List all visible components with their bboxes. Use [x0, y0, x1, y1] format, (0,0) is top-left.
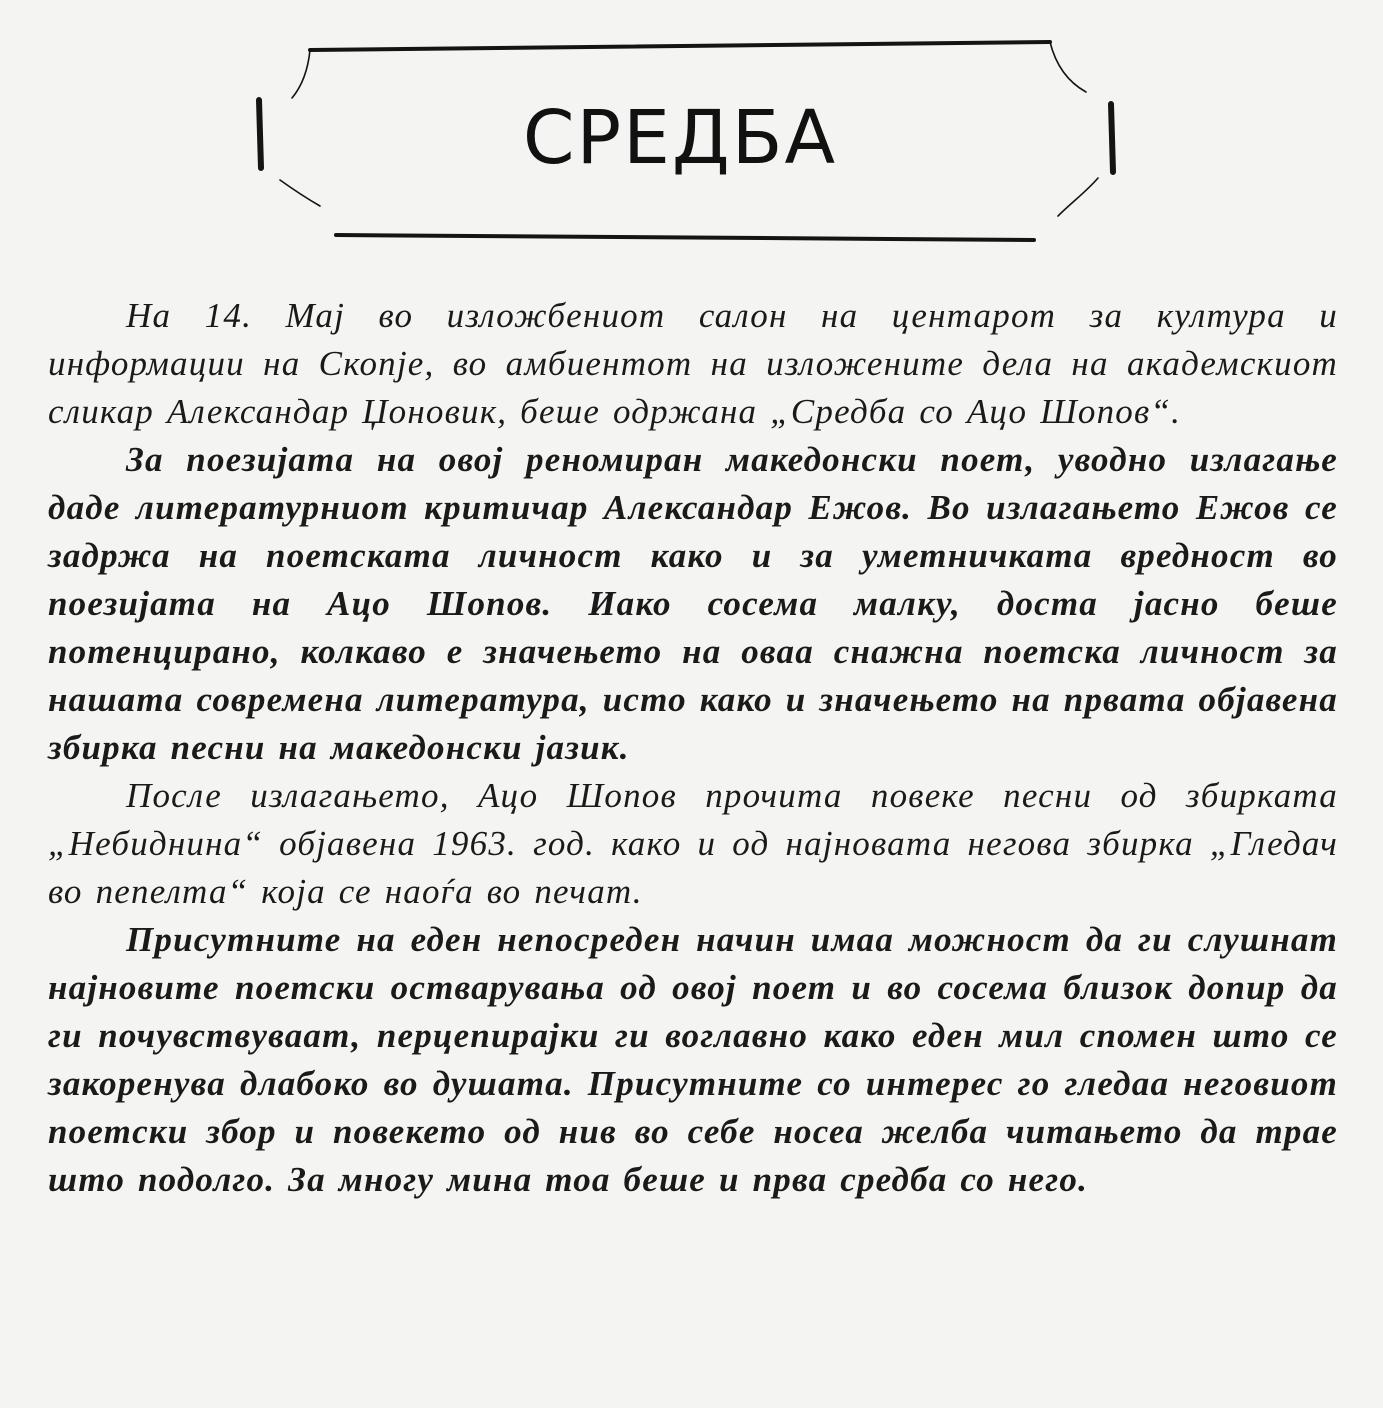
frame-top-line	[310, 42, 1050, 50]
paragraph: Присутните на еден непосреден начин имаа можност да ги слушнат најновите поетски остварувања од овој поет и во сосема близок допир да ги почувствуваат, перцепирајки ги воглавно како еден мил спомен што се закоренува длабоко во душата. Присутните со интерес го гледаа неговиот поетски збор и повекето од нив во себе носеа желба читањето да трае што подолго. За многу мина тоа беше и прва средба со него.	[48, 920, 1338, 1199]
frame-corner-top-right	[1050, 42, 1086, 92]
page-title: СРЕДБА	[522, 95, 838, 181]
paragraph: За поезијата на овој реномиран македонски поет, уводно излагање даде литературниот критичар Александар Ежов. Во излагањето Ежов се задржа на поетската личност како и за уметничката вредност во поезијата на Ацо Шопов. Иако сосема малку, доста јасно беше потенцирано, колкаво е значењето на оваа снажна поетска личност за нашата современа литература, исто како и значењето на првата објавена збирка песни на македонски јазик.	[48, 440, 1338, 767]
paragraph: На 14. Мај во изложбениот салон на центарот за култура и информации на Скопје, во амбиентот на изложените дела на академскиот сликар Александар Џоновик, беше одржана „Средба со Ацо Шопов“.	[48, 296, 1338, 431]
article-body	[48, 292, 1338, 1204]
paragraph: После излагањето, Ацо Шопов прочита повеке песни од збирката „Небиднина“ објавена 1963. год. како и од најновата негова збирка „Гледач во пепелта“ која се наоѓа во печат.	[48, 776, 1338, 911]
frame-bottom-line	[336, 235, 1034, 240]
